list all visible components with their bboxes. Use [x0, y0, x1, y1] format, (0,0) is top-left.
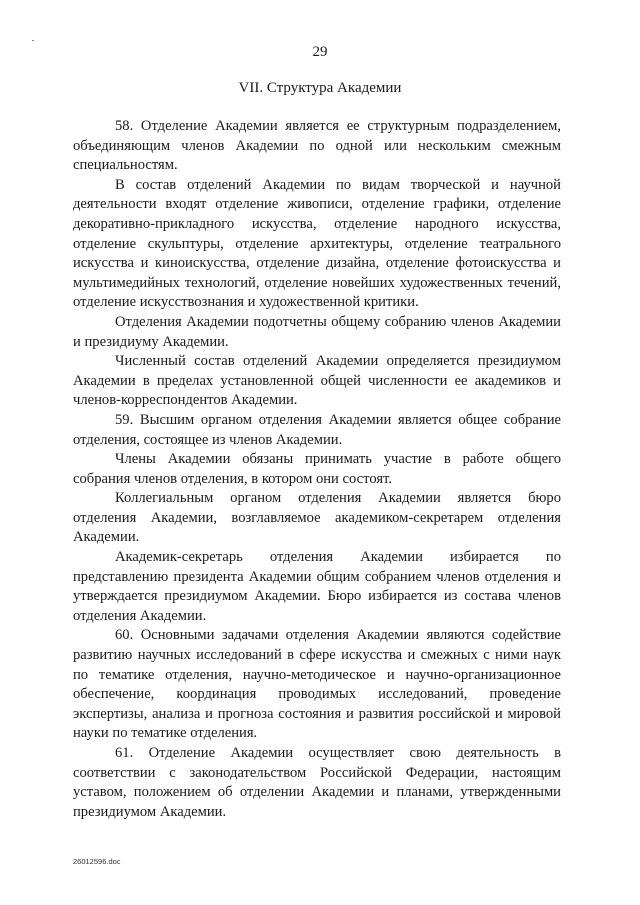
- paragraph-accountability: Отделения Академии подотчетны общему собранию членов Академии и президиуму Академии.: [73, 313, 561, 350]
- paragraph-staff-size: Численный состав отделений Академии определяется президиумом Академии в пределах установленной общей численности ее академиков и членов-корреспондентов Академии.: [73, 353, 561, 409]
- page-number: 29: [312, 44, 328, 60]
- document-body: [73, 117, 561, 822]
- paragraph-58: 58. Отделение Академии является ее структурным подразделением, объединяющим членов Академии по одной или нескольким смежным специальностям.: [73, 118, 561, 174]
- paragraph-59: 59. Высшим органом отделения Академии является общее собрание отделения, состоящее из членов Академии.: [73, 411, 561, 448]
- paragraph-60: 60. Основными задачами отделения Академии являются содействие развитию научных исследований в сфере искусства и смежных с ними наук по тематике отделения, научно-методическое и научно-организационное обеспечение, координация проводимых исследований, проведение экспертизы, анализа и прогноза состояния и развития российской и мировой науки по тематике отделения.: [73, 627, 561, 742]
- paragraph-members-duty: Члены Академии обязаны принимать участие в работе общего собрания членов отделения, в котором они состоят.: [73, 451, 561, 487]
- paragraph-61: 61. Отделение Академии осуществляет свою деятельность в соответствии с законодательством Российской Федерации, настоящим уставом, положением об отделении Академии и планами, утвержденными президиумом Академии.: [73, 745, 561, 820]
- footer-document-code: 26012596.doc: [73, 857, 121, 866]
- margin-mark: [32, 40, 34, 41]
- paragraph-departments-list: В состав отделений Академии по видам творческой и научной деятельности входят отделение живописи, отделение графики, отделение декоративно-прикладного искусства, отделение народного искусства, отделение скульптуры, отделение архитектуры, отделение театрального искусства и киноискусства, отделение дизайна, отделение фотоискусства и мультимедийных технологий, отделение новейших художественных течений, отделение искусствознания и художественной критики.: [73, 176, 561, 311]
- paragraph-bureau: Коллегиальным органом отделения Академии является бюро отделения Академии, возглавляемое академиком-секретарем отделения Академии.: [73, 490, 561, 546]
- paragraph-academician-secretary: Академик-секретарь отделения Академии избирается по представлению президента Академии общим собранием членов отделения и утверждается президиумом Академии. Бюро избирается из состава членов отделения Академии.: [73, 549, 561, 624]
- section-title: VII. Структура Академии: [238, 80, 402, 96]
